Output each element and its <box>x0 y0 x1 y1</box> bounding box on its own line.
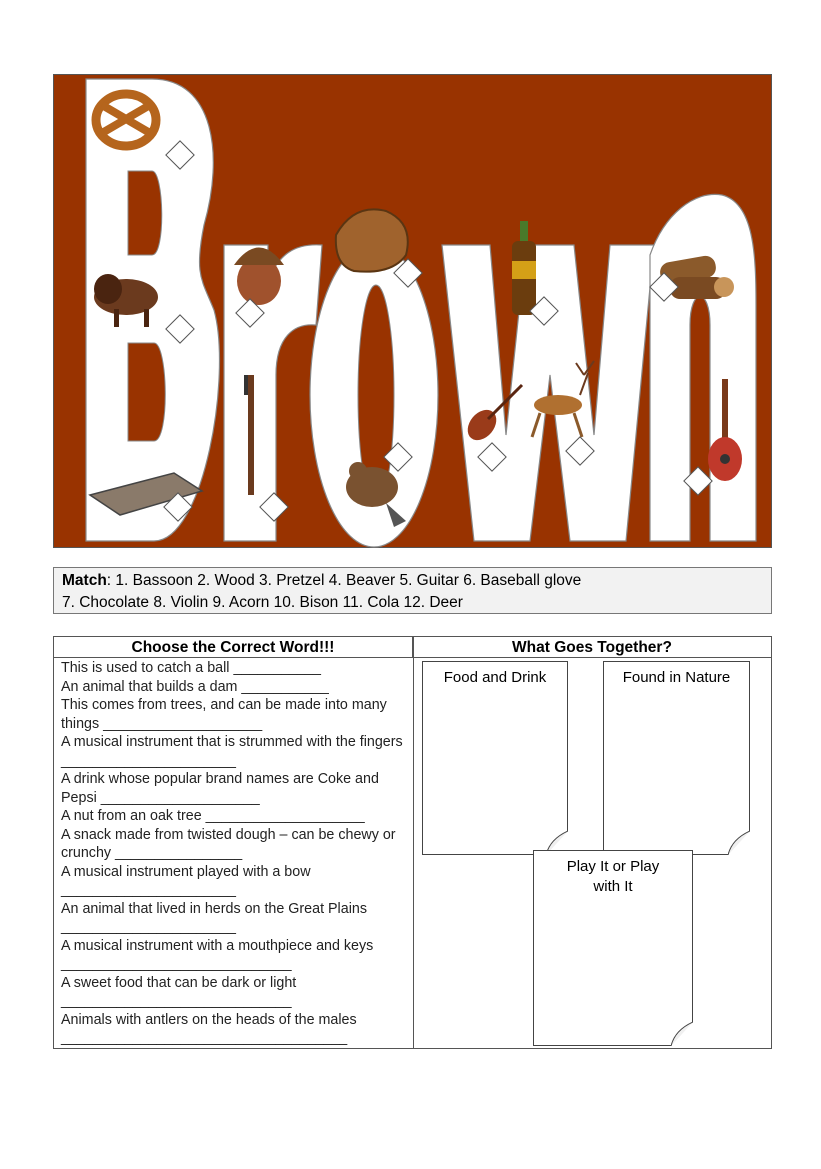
clue-item[interactable]: A drink whose popular brand names are Coke and Pepsi ____________________ <box>61 771 379 806</box>
title-banner <box>53 74 772 548</box>
match-label: Match <box>62 572 107 589</box>
clue-list <box>61 659 406 1048</box>
clue-item[interactable]: This is used to catch a ball ___________ <box>61 660 321 676</box>
food-and-drink-title: Food and Drink <box>443 669 547 686</box>
match-list-1: : 1. Bassoon 2. Wood 3. Pretzel 4. Beaver 5. Guitar 6. Baseball glove <box>106 572 582 589</box>
baseball-glove-icon <box>336 209 408 271</box>
clue-item[interactable]: A sweet food that can be dark or light _____________________________ <box>61 974 297 1009</box>
found-in-nature-card[interactable] <box>603 661 750 855</box>
found-in-nature-title: Found in Nature <box>622 669 731 686</box>
cola-bottle-icon <box>512 221 536 315</box>
play-it-card[interactable] <box>533 850 693 1046</box>
column-divider <box>413 637 414 1048</box>
clue-item[interactable]: An animal that builds a dam ___________ <box>61 678 329 695</box>
activity-table <box>53 636 772 1049</box>
clue-item[interactable]: An animal that lived in herds on the Great Plains ______________________ <box>61 900 367 935</box>
letter-w <box>442 245 654 541</box>
clue-item[interactable]: A musical instrument that is strummed with the fingers ______________________ <box>61 734 403 769</box>
clue-item[interactable]: A snack made from twisted dough – can be chewy or crunchy ________________ <box>61 826 396 861</box>
match-word-bank <box>53 567 772 614</box>
choose-word-heading: Choose the Correct Word!!! <box>54 637 413 658</box>
food-and-drink-card[interactable] <box>422 661 568 855</box>
clue-item[interactable]: A musical instrument with a mouthpiece and keys _____________________________ <box>61 937 374 972</box>
brown-word-art <box>54 75 773 549</box>
clue-item[interactable]: A nut from an oak tree ____________________ <box>61 808 365 824</box>
clue-item[interactable]: Animals with antlers on the heads of the males ____________________________________ <box>61 1011 357 1046</box>
clue-item[interactable]: A musical instrument played with a bow ______________________ <box>61 863 311 898</box>
page-curl-icon <box>671 1022 693 1046</box>
match-line-1 <box>62 570 763 592</box>
page-curl-icon <box>728 831 750 855</box>
what-goes-together-heading: What Goes Together? <box>413 637 771 658</box>
play-it-title: Play It or Play with It <box>566 858 660 895</box>
clue-item[interactable]: This comes from trees, and can be made into many things ____________________ <box>61 697 387 732</box>
match-list-2: 7. Chocolate 8. Violin 9. Acorn 10. Bison 11. Cola 12. Deer <box>62 594 463 611</box>
